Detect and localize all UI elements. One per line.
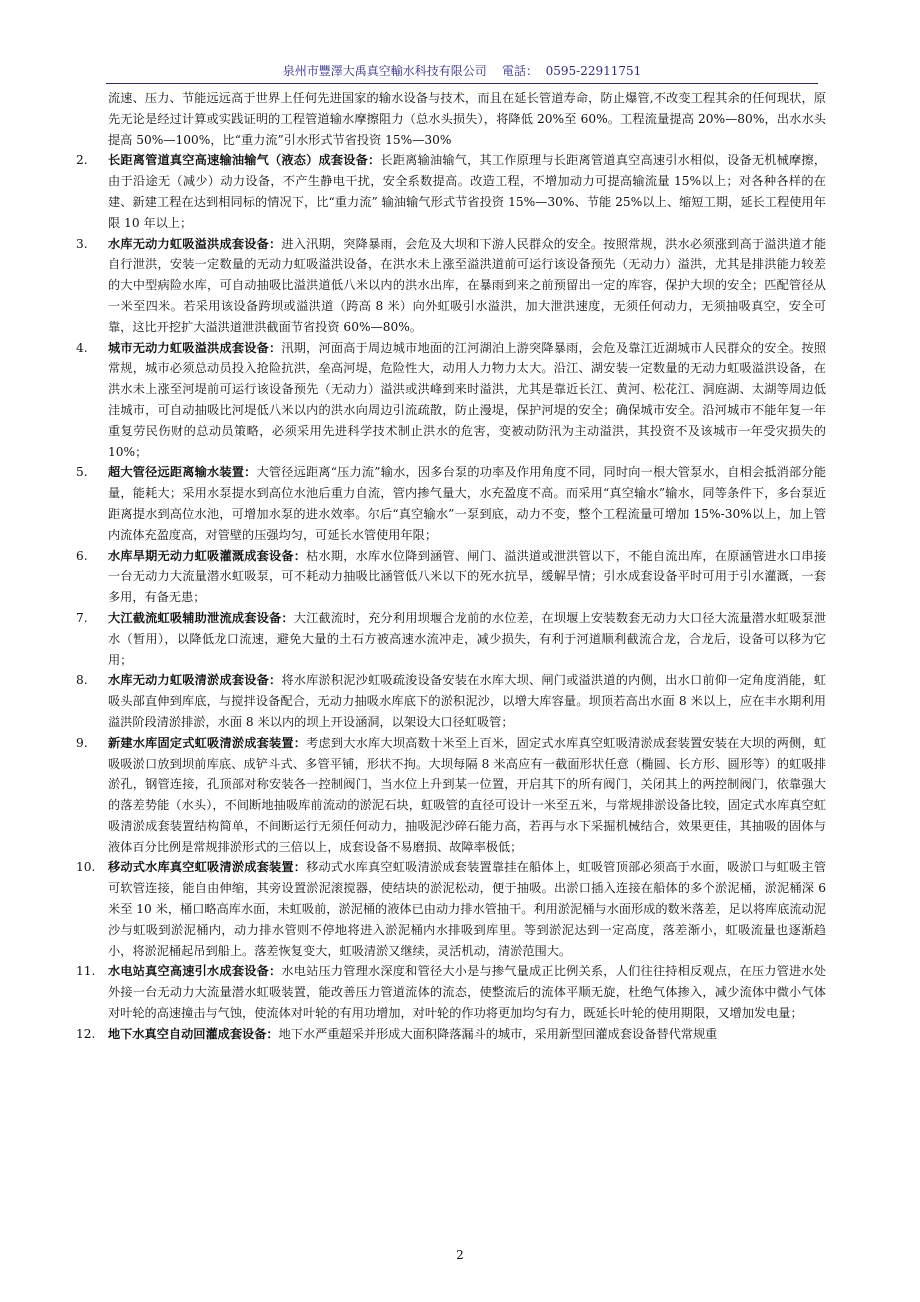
page-number: 2 xyxy=(456,1248,464,1262)
item-title: 水电站真空高速引水成套设备： xyxy=(108,964,282,979)
list-item-11 xyxy=(76,961,826,1023)
item-number: 2. xyxy=(76,153,88,168)
item-number: 8. xyxy=(76,673,88,688)
item-text: 水电站压力管理水深度和管径大小是与掺气量成正比例关系，人们往往持相反观点，在压力管进水处外接一台无动力大流量潜水虹吸装置，能改善压力管道流体的流态，使整流后的流体平顺无旋，杜绝气体掺入，减少流体中微小气体对叶轮的高速撞击与气蚀，使流体对叶轮的有用功增加，对叶轮的作功将更加均匀有力，既延长叶轮的使用期限，又增加发电量； xyxy=(108,964,827,1021)
item-number: 10. xyxy=(76,860,96,875)
item-title: 移动式水库真空虹吸清淤成套装置： xyxy=(108,860,307,875)
item-title: 长距离管道真空高速输油输气（液态）成套设备： xyxy=(108,153,381,168)
item-text: 移动式水库真空虹吸清淤成套装置靠挂在船体上，虹吸管顶部必须高于水面，吸淤口与虹吸主管可软管连接，能自由伸缩，其旁设置淤泥滚搅器，使结块的淤泥松动，便于抽吸。出淤口插入连接在船体的多个淤泥桶，淤泥桶深 6 米至 10 米，桶口略高库水面，未虹吸前，淤泥桶的液体已由动力排水管抽干。利用淤泥桶与水面形成的数米落差，足以将库底流动泥沙与虹吸到淤泥桶内，动力排水管则不停地将进入淤泥桶内水排吸到库里。等到淤泥达到一定高度，落差渐小，虹吸流量也逐渐趋小，将淤泥桶起吊到船上。落差恢复变大，虹吸清淤又继续，灵活机动，清淤范围大。 xyxy=(108,860,827,958)
item-number: 12. xyxy=(76,1026,96,1041)
item-title: 大江截流虹吸辅助泄流成套设备： xyxy=(108,610,294,625)
phone-number: 0595-22911751 xyxy=(545,64,642,78)
list-item-9 xyxy=(76,733,826,858)
list-item-5 xyxy=(76,462,826,545)
list-item-3 xyxy=(76,234,826,338)
item-title: 水库旱期无动力虹吸灌溉成套设备： xyxy=(108,548,307,563)
item-title: 水库无动力虹吸清淤成套设备： xyxy=(108,673,282,688)
phone-label: 電話： xyxy=(501,64,538,78)
list-item-12 xyxy=(76,1024,826,1045)
item-text: 大江截流时，充分利用坝堰合龙前的水位差，在坝堰上安装数套无动力大口径大流量潜水虹吸泵泄水（暂用），以降低龙口流速，避免大量的土石方被高速水流冲走，减少损失，有利于河道顺利截流合龙，合龙后，设备可以移为它用； xyxy=(108,610,827,667)
item-text: 考虑到大水库大坝高数十米至上百米，固定式水库真空虹吸清淤成套装置安装在大坝的两侧，虹吸吸淤口放到坝前库底、成铲斗式、多管平铺，形状不拘。大坝每隔 8 米高应有一截面形状任意（椭圆、长方形、圆形等）的虹吸排淤孔，钢管连接，孔顶部对称安装各一控制阀门，当水位上升到某一位置，开启其下的所有阀门，关闭其上的两控制阀门，依靠强大的落差势能（水头），不间断地抽吸库前流动的淤泥石块，虹吸管的直径可设计一米至五米，与常规排淤设备比较，固定式水库真空虹吸清淤成套装置结构简单，不间断运行无须任何动力，抽吸泥沙碎石能力高，若再与水下采掘机械结合，效果更佳，其抽吸的固体与液体百分比例是常规排淤形式的三倍以上，成套设备不易磨损、故障率极低； xyxy=(108,735,827,854)
item-number: 11. xyxy=(76,964,96,979)
item-text: 大管径远距离“压力流”输水，因多台泵的功率及作用角度不同，同时向一根大管泵水，自相会抵消部分能量，能耗大；采用水泵提水到高位水池后重力自流，管内掺气量大，水充盈度不高。而采用“真空输水”输水，同等条件下，多台泵近距离提水到高位水池，可增加水泵的进水效率。尔后“真空输水”一泵到底，动力不变，整个工程流量可增加 15%-30%以上，加上管内流体充盈度高，对管壁的压强均匀，可延长水管使用年限； xyxy=(108,465,826,542)
list-item-7 xyxy=(76,608,826,670)
item-number: 6. xyxy=(76,548,88,563)
item-title: 地下水真空自动回灌成套设备： xyxy=(108,1026,279,1041)
item-title: 城市无动力虹吸溢洪成套设备： xyxy=(108,340,282,355)
list-item-4 xyxy=(76,338,826,463)
list-item-6 xyxy=(76,546,826,608)
item-text: 进入汛期，突降暴雨，会危及大坝和下游人民群众的安全。按照常规，洪水必须涨到高于溢洪道才能自行泄洪，安装一定数量的无动力虹吸溢洪设备，在洪水未上涨至溢洪道前可运行该设备预先（无动力）溢洪，尤其是排洪能力较差的大中型病险水库，可自动抽吸比溢洪道低八米以内的洪水出库，在暴雨到来之前预留出一定的库容，保护大坝的安全；匹配管径从一米至四米。若采用该设备跨坝或溢洪道（跨高 8 米）向外虹吸引水溢洪，加大泄洪速度，无须任何动力，无须抽吸真空，安全可靠，这比开挖扩大溢洪道泄洪截面节省投资 60%—80%。 xyxy=(108,236,827,334)
continued-paragraph: 流速、压力、节能远远高于世界上任何先进国家的输水设备与技术，而且在延长管道寿命，防止爆管,不改变工程其余的任何现状，原先无论是经过计算或实践证明的工程管道输水摩擦阻力（总水头损失），将降低 20%至 60%。工程流量提高 20%—80%，出水水头提高 50%—100%，比“重力流”引水形式节省投资 15%—30% xyxy=(108,91,826,147)
item-number: 3. xyxy=(76,236,88,251)
item-title: 超大管径远距离输水装置： xyxy=(108,465,257,480)
company-name: 泉州市豐澤大禹真空輸水科技有限公司 xyxy=(282,64,487,78)
item-number: 5. xyxy=(76,465,88,480)
item-number: 4. xyxy=(76,340,88,355)
item-text: 将水库淤积泥沙虹吸疏浚设备安装在水库大坝、闸门或溢洪道的内侧，出水口前仰一定角度消能，虹吸头部直伸到库底，与搅拌设备配合，无动力抽吸水库底下的淤积泥沙，以增大库容量。坝顶若高出水面 8 米以上，应在丰水期利用溢洪阶段清淤排淤，水面 8 米以内的坝上开设涵洞，以架设大口径虹吸管； xyxy=(108,673,827,729)
item-text: 地下水严重超采并形成大面积降落漏斗的城市，采用新型回灌成套设备替代常规重 xyxy=(278,1026,718,1041)
document-body xyxy=(76,88,826,1045)
list-item-2 xyxy=(76,150,826,233)
item-text: 长距离输油输气，其工作原理与长距离管道真空高速引水相似，设备无机械摩擦，由于沿途无（减少）动力设备，不产生静电干扰，安全系数提高。改造工程，不增加动力可提高输流量 15%以上；对各种各样的在建、新建工程在达到相同标的情况下，比“重力流” 输油输气形式节省投资 15%—30%、节能 25%以上、缩短工期，延长工程使用年限 10 年以上； xyxy=(108,153,827,230)
page-header xyxy=(106,62,818,84)
item-number: 9. xyxy=(76,735,88,750)
item-title: 新建水库固定式虹吸清淤成套装置： xyxy=(108,735,307,750)
list-item-8 xyxy=(76,670,826,732)
item-title: 水库无动力虹吸溢洪成套设备： xyxy=(108,236,282,251)
item-text: 汛期，河面高于周边城市地面的江河湖泊上游突降暴雨，会危及靠江近湖城市人民群众的安全。按照常规，城市必须总动员投入抢险抗洪，垒高河堤，危险性大，动用人力物力太大。沿江、湖安装一定数量的无动力虹吸溢洪设备，在洪水未上涨至河堤前可运行该设备预先（无动力）溢洪或洪峰到来时溢洪，尤其是靠近长江、黄河、松花江、洞庭湖、太湖等周边低洼城市，可自动抽吸比河堤低八米以内的洪水向周边引流疏散，防止漫堤，保护河堤的安全；确保城市安全。沿河城市不能年复一年重复劳民伤财的总动员策略，必须采用先进科学技术制止洪水的危害，变被动防汛为主动溢洪，其投资不及该城市一年受灾损失的 10%； xyxy=(108,340,827,459)
item-number: 7. xyxy=(76,610,88,625)
item-text: 枯水期，水库水位降到涵管、闸门、溢洪道或泄洪管以下，不能自流出库，在原涵管进水口串接一台无动力大流量潜水虹吸泵，可不耗动力抽吸比涵管低八米以下的死水抗旱，缓解旱情；引水成套设备平时可用于引水灌溉，一套多用，有备无患； xyxy=(108,548,827,605)
list-item-10 xyxy=(76,857,826,961)
